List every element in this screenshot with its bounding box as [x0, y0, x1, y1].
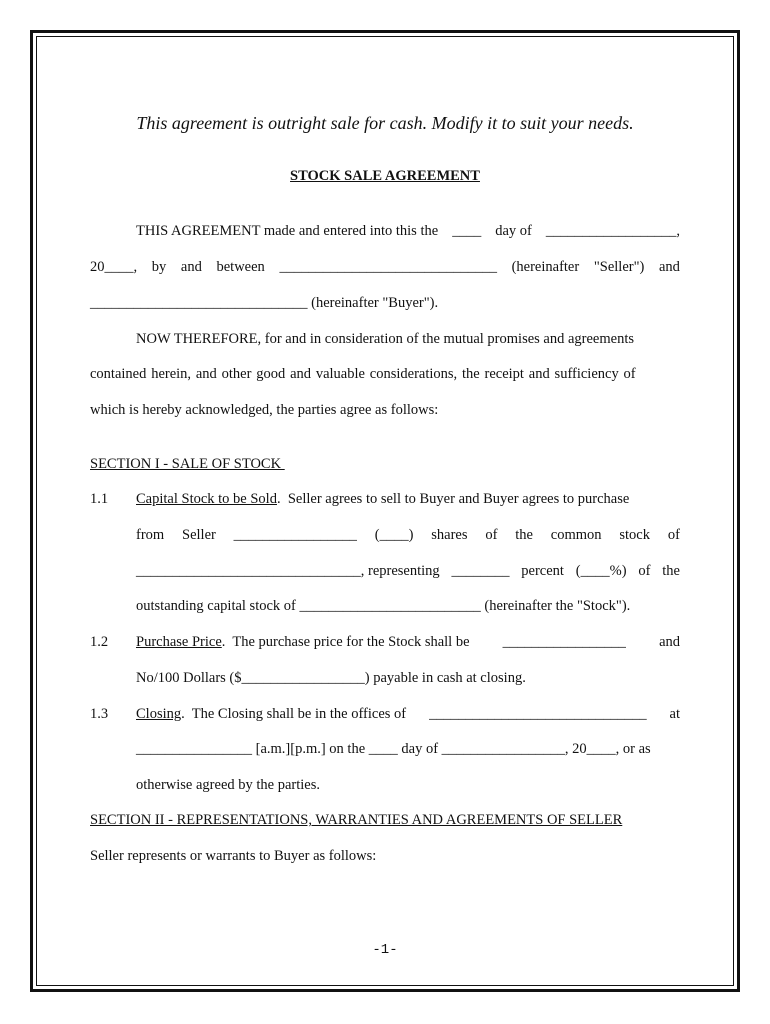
- page-number: -1-: [372, 942, 398, 958]
- clause-text: of: [667, 527, 680, 543]
- clause-text: of: [638, 563, 651, 579]
- clause-1-3-line-2: ________________ [a.m.][p.m.] on the ____ day of _________________, 20____, or as: [136, 741, 651, 757]
- blank-percent-number[interactable]: (____%): [575, 563, 627, 579]
- preamble-text: day of: [495, 223, 532, 239]
- clause-1-1-number: 1.1: [90, 491, 109, 507]
- blank-company-name[interactable]: _______________________________, representing: [136, 563, 440, 579]
- clause-1-1-line-4: outstanding capital stock of _________________________ (hereinafter the "Stock").: [136, 598, 631, 614]
- clause-text: and: [659, 634, 680, 650]
- clause-1-3-title: Closing: [136, 706, 182, 722]
- blank-year[interactable]: 20____,: [90, 259, 138, 275]
- clause-text: stock: [619, 527, 650, 543]
- clause-text: percent: [521, 563, 564, 579]
- clause-text: . The purchase price for the Stock shall be: [221, 634, 470, 650]
- section-2-intro: Seller represents or warrants to Buyer as follows:: [90, 848, 377, 864]
- blank-share-count-words[interactable]: _________________: [233, 527, 357, 543]
- clause-1-1-line-3: [136, 562, 680, 580]
- preamble-text: and: [658, 259, 680, 275]
- clause-text: . The Closing shall be in the offices of: [181, 706, 407, 722]
- clause-1-3-number: 1.3: [90, 706, 109, 722]
- preamble-line-3: ______________________________ (hereinafter "Buyer").: [90, 295, 439, 311]
- clause-1-1-line-1: [136, 490, 629, 508]
- clause-1-3-line-1: [136, 705, 680, 723]
- recital-line-1: NOW THEREFORE, for and in consideration of the mutual promises and agreements: [136, 331, 634, 347]
- blank-seller-name[interactable]: ______________________________: [279, 259, 497, 275]
- clause-1-1-title: Capital Stock to be Sold: [136, 491, 277, 507]
- preamble-text: (hereinafter: [511, 259, 580, 275]
- clause-text: the: [662, 563, 680, 579]
- clause-text: common: [550, 527, 602, 543]
- clause-text: at: [669, 706, 680, 722]
- preamble-text: between: [216, 259, 265, 275]
- clause-text: the: [515, 527, 533, 543]
- instruction-note: This agreement is outright sale for cash. Modify it to suit your needs.: [136, 113, 634, 133]
- clause-1-3-line-3: otherwise agreed by the parties.: [136, 777, 320, 793]
- clause-1-2-title: Purchase Price: [136, 634, 222, 650]
- preamble-text: by: [151, 259, 167, 275]
- clause-text: . Seller agrees to sell to Buyer and Buyer agrees to purchase: [276, 491, 630, 507]
- blank-month[interactable]: __________________,: [545, 223, 680, 239]
- section-1-heading: SECTION I - SALE OF STOCK: [90, 456, 285, 472]
- clause-1-2-number: 1.2: [90, 634, 109, 650]
- blank-share-count-number[interactable]: (____): [374, 527, 414, 543]
- clause-text: of: [485, 527, 498, 543]
- preamble-line-1: [136, 222, 680, 240]
- clause-1-2-line-1: [136, 633, 680, 651]
- recital-line-3: which is hereby acknowledged, the parties agree as follows:: [90, 402, 439, 418]
- clause-1-1-line-2: [136, 526, 680, 544]
- preamble-text: "Seller"): [593, 259, 645, 275]
- clause-text: Seller: [182, 527, 216, 543]
- preamble-text: THIS AGREEMENT made and entered into this the: [136, 223, 439, 239]
- section-2-heading: SECTION II - REPRESENTATIONS, WARRANTIES AND AGREEMENTS OF SELLER: [90, 812, 623, 828]
- blank-purchase-price-words[interactable]: _________________: [502, 634, 626, 650]
- clause-text: from: [136, 527, 165, 543]
- clause-1-2-line-2: No/100 Dollars ($_________________) payable in cash at closing.: [136, 670, 526, 686]
- preamble-text: and: [180, 259, 202, 275]
- preamble-line-2: [90, 258, 680, 276]
- document-title: STOCK SALE AGREEMENT: [290, 168, 480, 184]
- clause-text: shares: [431, 527, 468, 543]
- recital-line-2: contained herein, and other good and valuable considerations, the receipt and sufficiency of: [90, 366, 636, 382]
- blank-day[interactable]: ____: [452, 223, 482, 239]
- blank-closing-location[interactable]: ______________________________: [429, 706, 647, 722]
- blank-percent-words[interactable]: ________: [451, 563, 510, 579]
